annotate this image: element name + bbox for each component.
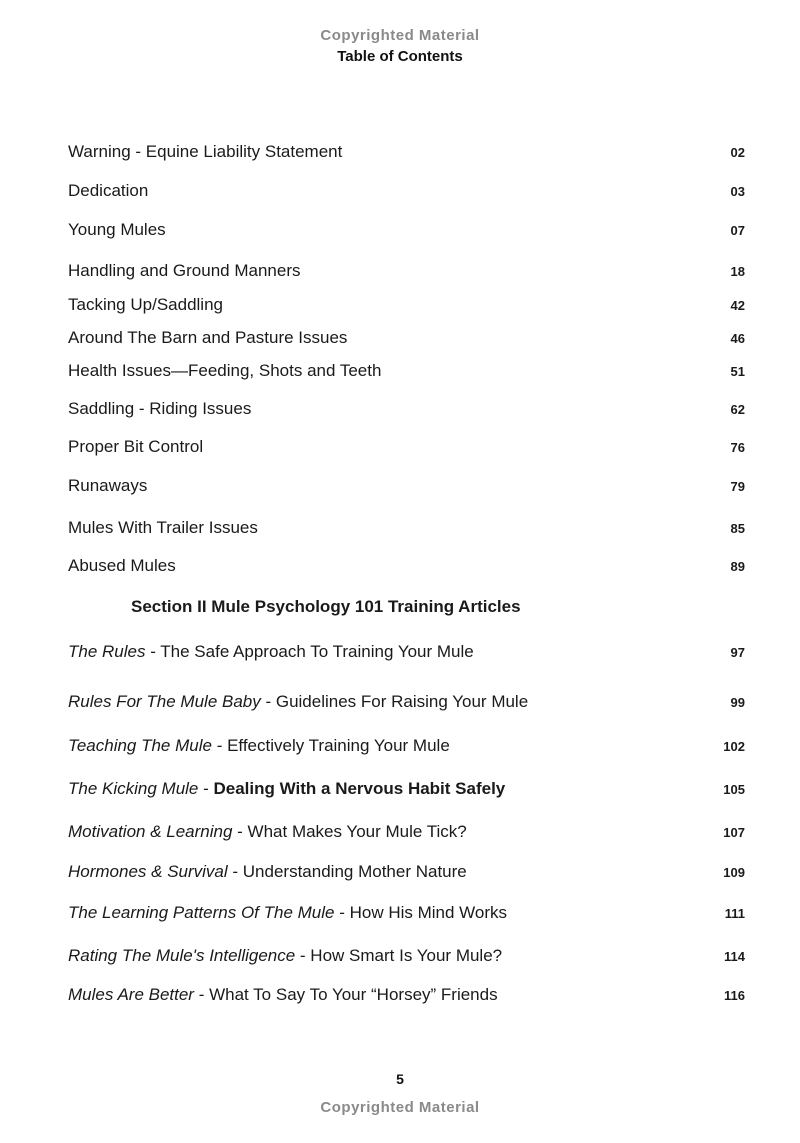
- toc-item-page: 02: [730, 145, 745, 160]
- toc-item-em: The Learning Patterns Of The Mule: [68, 903, 335, 922]
- toc-item-page: 03: [730, 184, 745, 199]
- toc-item-page: 18: [730, 264, 745, 279]
- toc-row: [68, 328, 745, 349]
- toc-item-title: [68, 476, 147, 496]
- toc-item-page: 07: [730, 223, 745, 238]
- toc-item-text: Young Mules: [68, 220, 166, 239]
- toc-item-text: Tacking Up/Saddling: [68, 295, 223, 314]
- toc-item-title: [68, 220, 166, 240]
- toc-item-page: 111: [724, 906, 745, 921]
- toc-row: [68, 736, 745, 757]
- toc-item-page: 109: [723, 865, 745, 880]
- toc-item-page: 116: [724, 988, 745, 1003]
- toc-item-text: Handling and Ground Manners: [68, 261, 301, 280]
- toc-item-title: [68, 862, 467, 882]
- toc-row: [68, 437, 745, 458]
- toc-item-title: [68, 181, 148, 201]
- toc-item-em: Mules Are Better: [68, 985, 194, 1004]
- toc-row: [68, 985, 745, 1006]
- watermark-top: Copyrighted Material: [320, 27, 480, 44]
- toc-row: [68, 476, 745, 497]
- toc-row: [68, 399, 745, 420]
- toc-item-text: -: [198, 779, 214, 798]
- toc-item-page: 42: [730, 298, 745, 313]
- toc-item-text: - What To Say To Your “Horsey” Friends: [193, 985, 498, 1004]
- toc-item-title: [68, 642, 474, 662]
- toc-item-title: [68, 985, 498, 1005]
- toc-item-text: Saddling - Riding Issues: [68, 399, 252, 418]
- toc-row: [68, 361, 745, 382]
- toc-item-title: [68, 692, 528, 712]
- toc-item-title: [68, 903, 507, 923]
- toc-row: [68, 779, 745, 800]
- toc-item-page: 46: [730, 331, 745, 346]
- toc-row: [68, 295, 745, 316]
- toc-item-text: Runaways: [68, 476, 148, 495]
- toc-item-text: Around The Barn and Pasture Issues: [68, 328, 348, 347]
- toc-item-page: 85: [730, 521, 745, 536]
- toc-item-text: Warning - Equine Liability Statement: [68, 142, 343, 161]
- toc-item-text: - Understanding Mother Nature: [227, 862, 467, 881]
- toc-item-title: [68, 261, 300, 281]
- toc-item-title: [68, 779, 505, 799]
- toc-row: [68, 946, 745, 967]
- toc-row: [68, 862, 745, 883]
- toc-item-em: The Rules: [68, 642, 146, 661]
- toc-item-title: [68, 556, 176, 576]
- toc-row: [68, 518, 745, 539]
- toc-row: [68, 692, 745, 713]
- toc-item-title: [68, 295, 223, 315]
- toc-item-page: 99: [730, 695, 745, 710]
- toc-row: [68, 903, 745, 924]
- toc-item-page: 107: [723, 825, 745, 840]
- toc-item-text: Abused Mules: [68, 556, 176, 575]
- toc-item-em: Teaching The Mule: [68, 736, 212, 755]
- toc-item-text: - The Safe Approach To Training Your Mule: [145, 642, 474, 661]
- toc-item-em: Hormones & Survival: [68, 862, 228, 881]
- toc-item-page: 89: [730, 559, 745, 574]
- toc-item-text: - Guidelines For Raising Your Mule: [260, 692, 529, 711]
- toc-item-title: [68, 328, 347, 348]
- toc-item-title: [68, 399, 251, 419]
- toc-item-page: 51: [730, 364, 745, 379]
- toc-item-title: [68, 946, 502, 966]
- section-heading: Section II Mule Psychology 101 Training Articles: [131, 597, 521, 616]
- toc-row: [68, 220, 745, 241]
- toc-item-em: Rules For The Mule Baby: [68, 692, 261, 711]
- page-number: 5: [396, 1071, 404, 1087]
- toc-item-em: The Kicking Mule: [68, 779, 199, 798]
- toc-item-page: 79: [730, 479, 745, 494]
- toc-item-title: [68, 142, 342, 162]
- toc-item-page: 105: [723, 782, 745, 797]
- toc-item-text: - Effectively Training Your Mule: [211, 736, 450, 755]
- toc-item-text: Health Issues—Feeding, Shots and Teeth: [68, 361, 382, 380]
- toc-item-page: 114: [724, 949, 745, 964]
- toc-item-strong: Dealing With a Nervous Habit Safely: [213, 779, 506, 798]
- toc-item-page: 76: [730, 440, 745, 455]
- toc-item-title: [68, 736, 450, 756]
- toc-item-page: 62: [730, 402, 745, 417]
- toc-item-title: [68, 361, 381, 381]
- toc-item-text: Proper Bit Control: [68, 437, 204, 456]
- toc-item-title: [68, 518, 258, 538]
- toc-item-text: - What Makes Your Mule Tick?: [232, 822, 467, 841]
- toc-item-text: Mules With Trailer Issues: [68, 518, 258, 537]
- toc-row: [68, 556, 745, 577]
- toc-item-em: Rating The Mule's Intelligence: [68, 946, 296, 965]
- toc-item-text: - How Smart Is Your Mule?: [295, 946, 503, 965]
- toc-row: [68, 181, 745, 202]
- toc-row: [68, 642, 745, 663]
- toc-item-page: 97: [730, 645, 745, 660]
- toc-item-text: Dedication: [68, 181, 149, 200]
- page-title: Table of Contents: [337, 48, 463, 65]
- toc-row: [68, 142, 745, 163]
- toc-row: [68, 822, 745, 843]
- watermark-bottom: Copyrighted Material: [320, 1099, 480, 1116]
- toc-item-title: [68, 437, 203, 457]
- toc-item-text: - How His Mind Works: [334, 903, 508, 922]
- toc-row: [68, 261, 745, 282]
- toc-item-page: 102: [723, 739, 745, 754]
- toc-item-em: Motivation & Learning: [68, 822, 233, 841]
- toc-item-title: [68, 822, 467, 842]
